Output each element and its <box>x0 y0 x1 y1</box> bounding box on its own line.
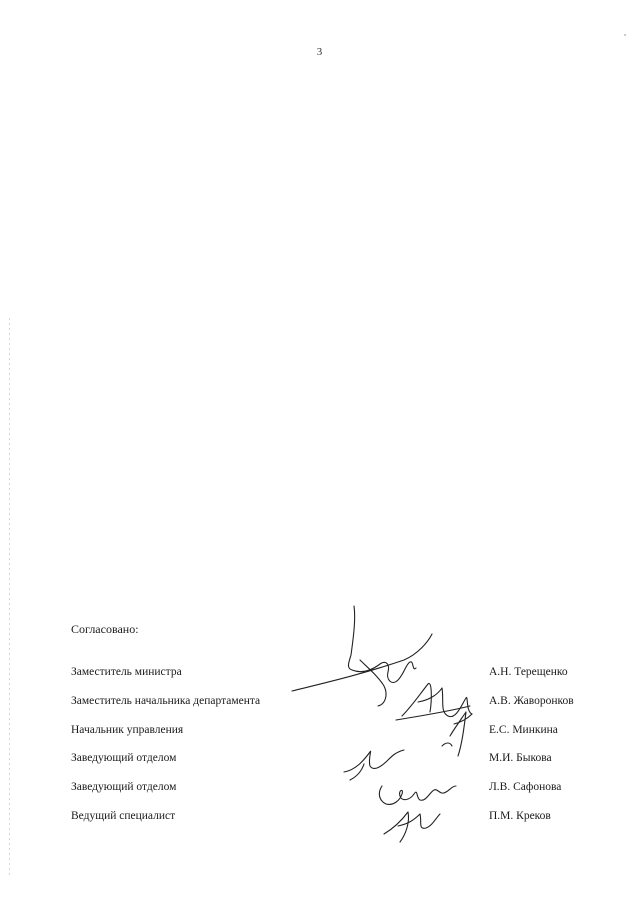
approval-row <box>71 695 591 711</box>
page-number: 3 <box>316 46 323 58</box>
signer-position: Заместитель начальника департамента <box>71 695 261 707</box>
signer-name: А.Н. Терещенко <box>489 666 568 678</box>
approval-row <box>71 810 591 826</box>
approval-row <box>71 666 591 682</box>
scan-edge-mark <box>9 318 10 878</box>
approval-row <box>71 781 591 797</box>
signer-position: Заведующий отделом <box>71 781 177 793</box>
signer-name: М.И. Быкова <box>489 752 552 764</box>
scan-speck <box>624 34 626 36</box>
signer-name: Е.С. Минкина <box>489 724 558 736</box>
signer-position: Начальник управления <box>71 724 184 736</box>
signer-name: Л.В. Сафонова <box>489 781 562 793</box>
approval-row <box>71 724 591 740</box>
signer-name: П.М. Креков <box>489 810 551 822</box>
signer-position: Заведующий отделом <box>71 752 177 764</box>
signature-tereshchenko <box>292 606 432 706</box>
approval-heading: Согласовано: <box>71 622 139 636</box>
signer-position: Заместитель министра <box>71 666 182 678</box>
signer-position: Ведущий специалист <box>71 810 176 822</box>
approval-row <box>71 752 591 768</box>
signer-name: А.В. Жаворонков <box>489 695 574 707</box>
